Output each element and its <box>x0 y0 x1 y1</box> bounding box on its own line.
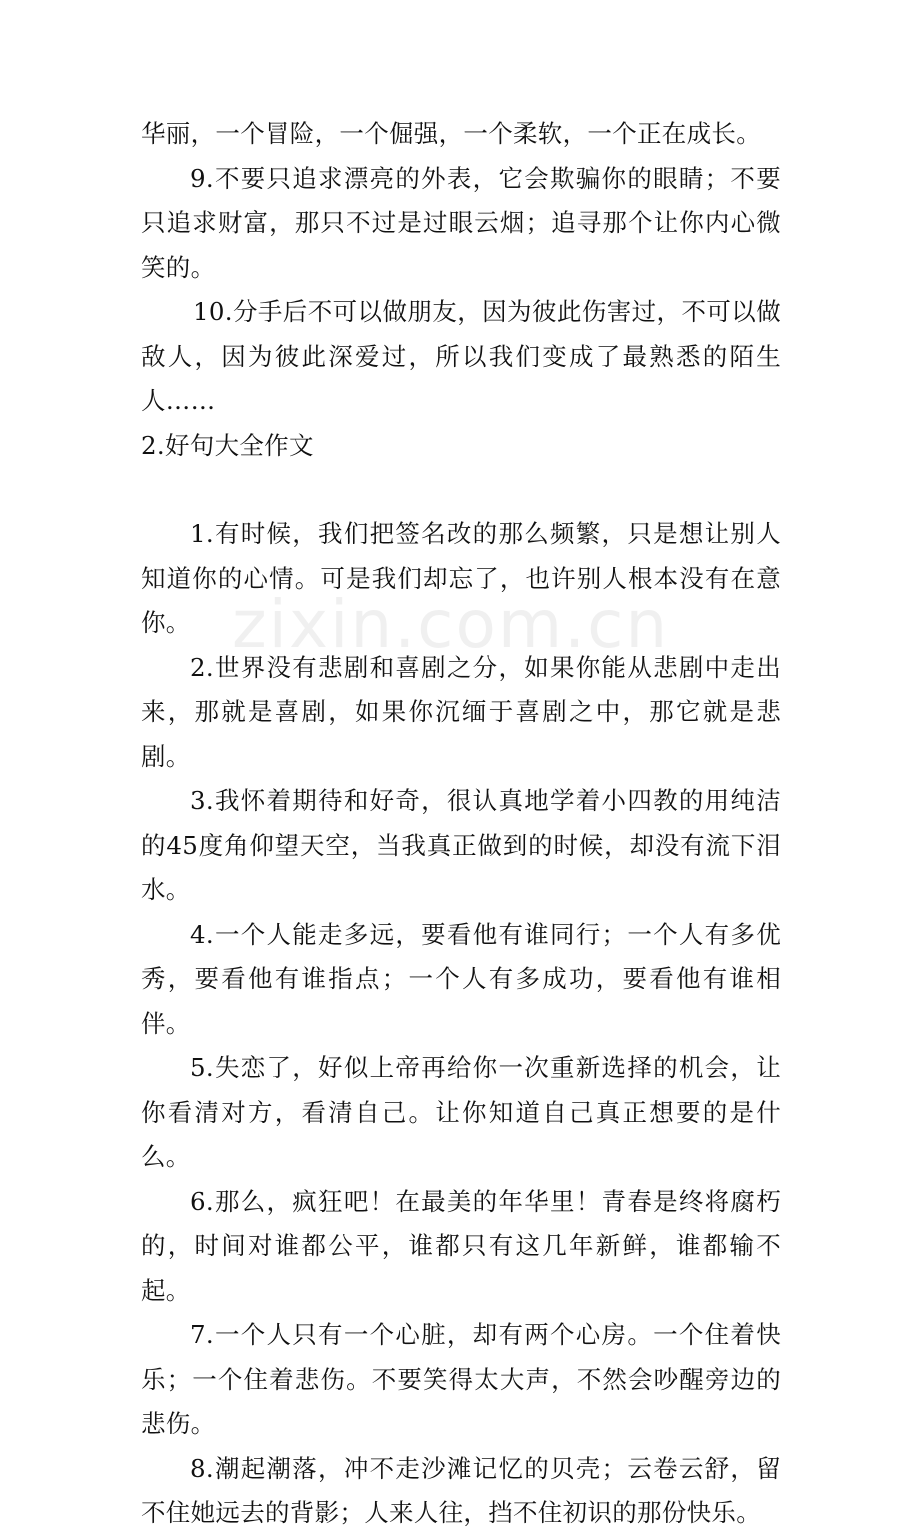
watermark-logo: zixin.com.cn <box>232 586 670 663</box>
list-item: 6.那么，疯狂吧！在最美的年华里！青春是终将腐朽的，时间对谁都公平，谁都只有这几年新鲜，谁都输不起。 <box>141 1186 781 1305</box>
paragraph-item-9: 9.不要只追求漂亮的外表，它会欺骗你的眼睛；不要只追求财富，那只不过是过眼云烟；追寻那个让你内心微笑的。 <box>141 163 781 282</box>
list-item: 3.我怀着期待和好奇，很认真地学着小四教的用纯洁的45度角仰望天空，当我真正做到的时候，却没有流下泪水。 <box>141 786 781 904</box>
document-body <box>141 112 781 1536</box>
list-item: 5.失恋了，好似上帝再给你一次重新选择的机会，让你看清对方，看清自己。让你知道自己真正想要的是什么。 <box>141 1053 781 1171</box>
list-item: 4.一个人能走多远，要看他有谁同行；一个人有多优秀，要看他有谁指点；一个人有多成功，要看他有谁相伴。 <box>141 919 781 1038</box>
list-item: 7.一个人只有一个心脏，却有两个心房。一个住着快乐；一个住着悲伤。不要笑得太大声，不然会吵醒旁边的悲伤。 <box>141 1320 781 1438</box>
blank-line <box>141 468 781 512</box>
paragraph-continuation: 华丽，一个冒险，一个倔强，一个柔软，一个正在成长。 <box>141 119 761 148</box>
paragraph-item-10: 10.分手后不可以做朋友，因为彼此伤害过，不可以做敌人，因为彼此深爱过，所以我们变成了最熟悉的陌生人…… <box>141 297 781 415</box>
section-heading: 2.好句大全作文 <box>141 430 314 460</box>
list-item: 2.世界没有悲剧和喜剧之分，如果你能从悲剧中走出来，那就是喜剧，如果你沉缅于喜剧之中，那它就是悲剧。 <box>141 652 781 771</box>
list-item: 1.有时候，我们把签名改的那么频繁，只是想让别人知道你的心情。可是我们却忘了，也许别人根本没有在意你。 <box>141 519 781 637</box>
list-item: 8.潮起潮落，冲不走沙滩记忆的贝壳；云卷云舒，留不住她远去的背影；人来人往，挡不住初识的那份快乐。 <box>141 1453 781 1527</box>
